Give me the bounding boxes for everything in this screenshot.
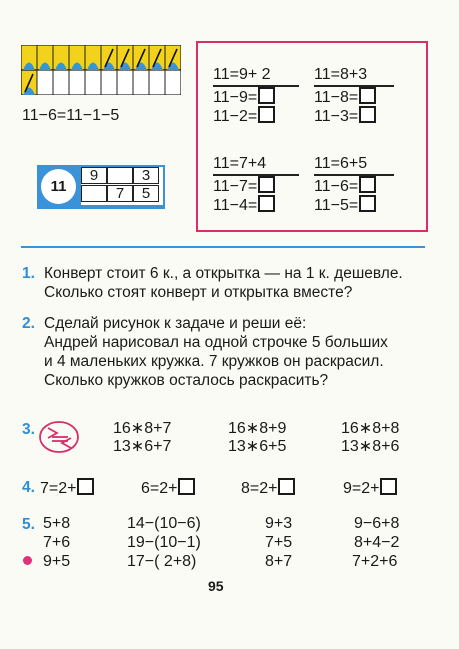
expression: 19−(10−1) [127,534,201,551]
answer-box[interactable] [178,478,195,495]
counting-strip [21,45,181,95]
split-equation: 11−6=11−1−5 [22,107,120,124]
difference-line: 11−2= [213,106,275,126]
decomp-equation: 11=9+ 2 [213,66,271,83]
compare-expression: 13∗6+5 [228,438,287,455]
page-number: 95 [208,578,224,594]
expression: 7+2+6 [352,553,398,570]
table-cell: 7 [107,185,133,202]
answer-box[interactable] [77,478,94,495]
difference-line: 11−6= [314,176,376,196]
decomp-equation: 11=8+3 [314,66,368,83]
compare-expression: 16∗8+8 [341,420,400,437]
expression: 14−(10−6) [127,515,201,532]
expression: 17−( 2+8) [127,553,197,570]
fill-equation: 6=2+ [141,478,195,498]
answer-box[interactable] [278,478,295,495]
compare-expression: 16∗8+7 [113,420,172,437]
compare-signs-icon [38,420,80,454]
decomp-equation: 11=6+5 [314,155,368,172]
number-badge: 11 [41,169,76,204]
answer-box[interactable] [359,87,376,104]
fill-equation: 8=2+ [241,478,295,498]
task-number: 5. [22,516,35,533]
expression: 5+8 [43,515,71,532]
difference-line: 11−5= [314,195,376,215]
task-text: Андрей нарисовал на одной строчке 5 больших [44,334,388,351]
expression: 7+5 [265,534,293,551]
table-cell [107,167,133,184]
answer-box[interactable] [359,176,376,193]
compare-expression: 16∗8+9 [228,420,287,437]
answer-box[interactable] [359,106,376,123]
table-cell: 3 [133,167,159,184]
answer-box[interactable] [258,176,275,193]
task-text: и 4 маленьких кружка. 7 кружков он раскрасил. [44,353,384,370]
difference-line: 11−8= [314,87,376,107]
expression: 9−6+8 [354,515,400,532]
expression: 8+4−2 [354,534,400,551]
task-text: Сколько кружков осталось раскрасить? [44,372,329,389]
compare-expression: 13∗8+6 [341,438,400,455]
task-number: 1. [22,265,35,282]
expression: 8+7 [265,553,293,570]
difference-line: 11−4= [213,195,275,215]
answer-box[interactable] [380,478,397,495]
task-text: Сколько стоят конверт и открытка вместе? [44,284,353,301]
answer-box[interactable] [359,195,376,212]
answer-box[interactable] [258,195,275,212]
expression: 9+5 [43,553,71,570]
table-cell: 5 [133,185,159,202]
fill-equation: 7=2+ [40,478,94,498]
expression: 7+6 [43,534,71,551]
difference-line: 11−3= [314,106,376,126]
fill-equation: 9=2+ [343,478,397,498]
section-divider [21,246,425,248]
table-cell [81,185,107,202]
difference-line: 11−9= [213,87,275,107]
task-text: Конверт стоит 6 к., а открытка — на 1 к. дешевле. [44,265,403,282]
decomp-equation: 11=7+4 [213,155,267,172]
task-number: 2. [22,315,35,332]
compare-expression: 13∗6+7 [113,438,172,455]
difference-line: 11−7= [213,176,275,196]
expression: 9+3 [265,515,293,532]
answer-box[interactable] [258,87,275,104]
pink-dot-marker [23,556,32,565]
task-number: 4. [22,479,35,496]
answer-box[interactable] [258,106,275,123]
task-text: Сделай рисунок к задаче и реши её: [44,315,307,332]
table-cell: 9 [81,167,107,184]
task-number: 3. [22,421,35,438]
